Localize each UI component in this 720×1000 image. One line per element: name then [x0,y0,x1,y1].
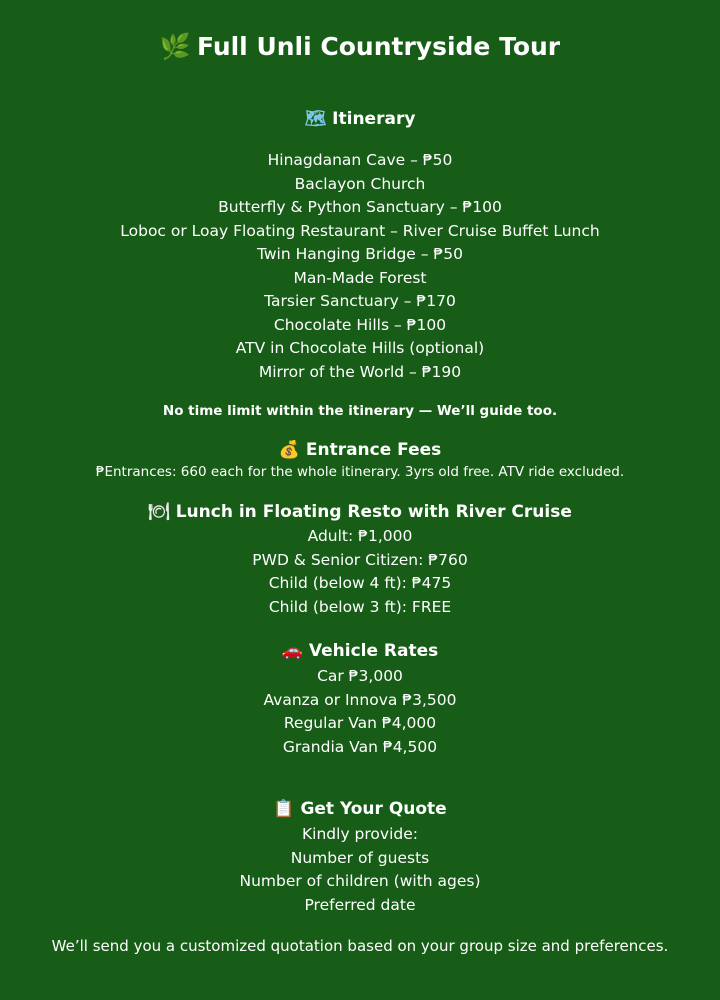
itinerary-note: No time limit within the itinerary — We’ll guide too. [162,403,558,419]
entrance-fees-text: ₱Entrances: 660 each for the whole itinerary. 3yrs old free. ATV ride excluded. [95,464,625,480]
lunch-price-item: PWD & Senior Citizen: ₱760 [252,550,468,569]
itinerary-list [0,149,720,384]
itinerary-item: Man-Made Forest [293,268,427,287]
entrance-fees-heading-text: Entrance Fees [305,440,442,460]
quote-heading [0,799,720,819]
vehicle-rate-item: Grandia Van ₱4,500 [282,737,438,756]
itinerary-item: Butterfly & Python Sanctuary – ₱100 [218,198,502,216]
quote-requirement-item: Number of children (with ages) [239,872,481,890]
itinerary-item: Hinagdanan Cave – ₱50 [267,151,453,169]
itinerary-item: Tarsier Sanctuary – ₱170 [264,292,456,310]
money-bag-icon: 💰 [278,440,300,460]
itinerary-item: Twin Hanging Bridge – ₱50 [256,245,464,263]
quote-footer-text: We’ll send you a customized quotation based on your group size and preferences. [51,937,669,955]
itinerary-heading [0,109,720,129]
vehicle-rate-item: Car ₱3,000 [317,667,403,685]
vehicle-rates-list [0,665,720,759]
leaf-icon: 🌿 [159,32,191,61]
lunch-heading-text: Lunch in Floating Resto with River Cruise [175,502,572,522]
itinerary-item: Loboc or Loay Floating Restaurant – River Cruise Buffet Lunch [120,221,600,240]
lunch-heading [0,502,720,522]
lunch-price-item: Child (below 4 ft): ₱475 [268,574,452,592]
itinerary-heading-text: Itinerary [332,109,416,129]
quote-heading-text: Get Your Quote [300,799,447,819]
quote-requirement-item: Preferred date [304,895,416,914]
vehicle-rate-item: Regular Van ₱4,000 [283,714,437,732]
plate-icon: 🍽 [148,502,170,522]
quote-requirement-item: Kindly provide: [302,825,418,843]
itinerary-item: ATV in Chocolate Hills (optional) [235,339,485,357]
vehicle-rates-heading-text: Vehicle Rates [308,641,439,661]
vehicle-rate-item: Avanza or Innova ₱3,500 [263,690,457,709]
lunch-price-item: Child (below 3 ft): FREE [268,597,452,616]
itinerary-item: Baclayon Church [294,174,426,193]
car-icon: 🚗 [281,641,303,661]
clipboard-icon: 📋 [273,799,295,819]
quote-requirements-list [0,823,720,917]
page-title [0,32,720,62]
map-icon: 🗺 [304,109,327,129]
lunch-price-list [0,525,720,619]
entrance-fees-heading [0,440,720,460]
quote-requirement-item: Number of guests [290,848,430,867]
itinerary-item: Mirror of the World – ₱190 [258,362,462,381]
vehicle-rates-heading [0,641,720,661]
itinerary-item: Chocolate Hills – ₱100 [273,315,447,334]
lunch-price-item: Adult: ₱1,000 [307,527,413,545]
page-title-text: Full Unli Countryside Tour [196,32,561,61]
